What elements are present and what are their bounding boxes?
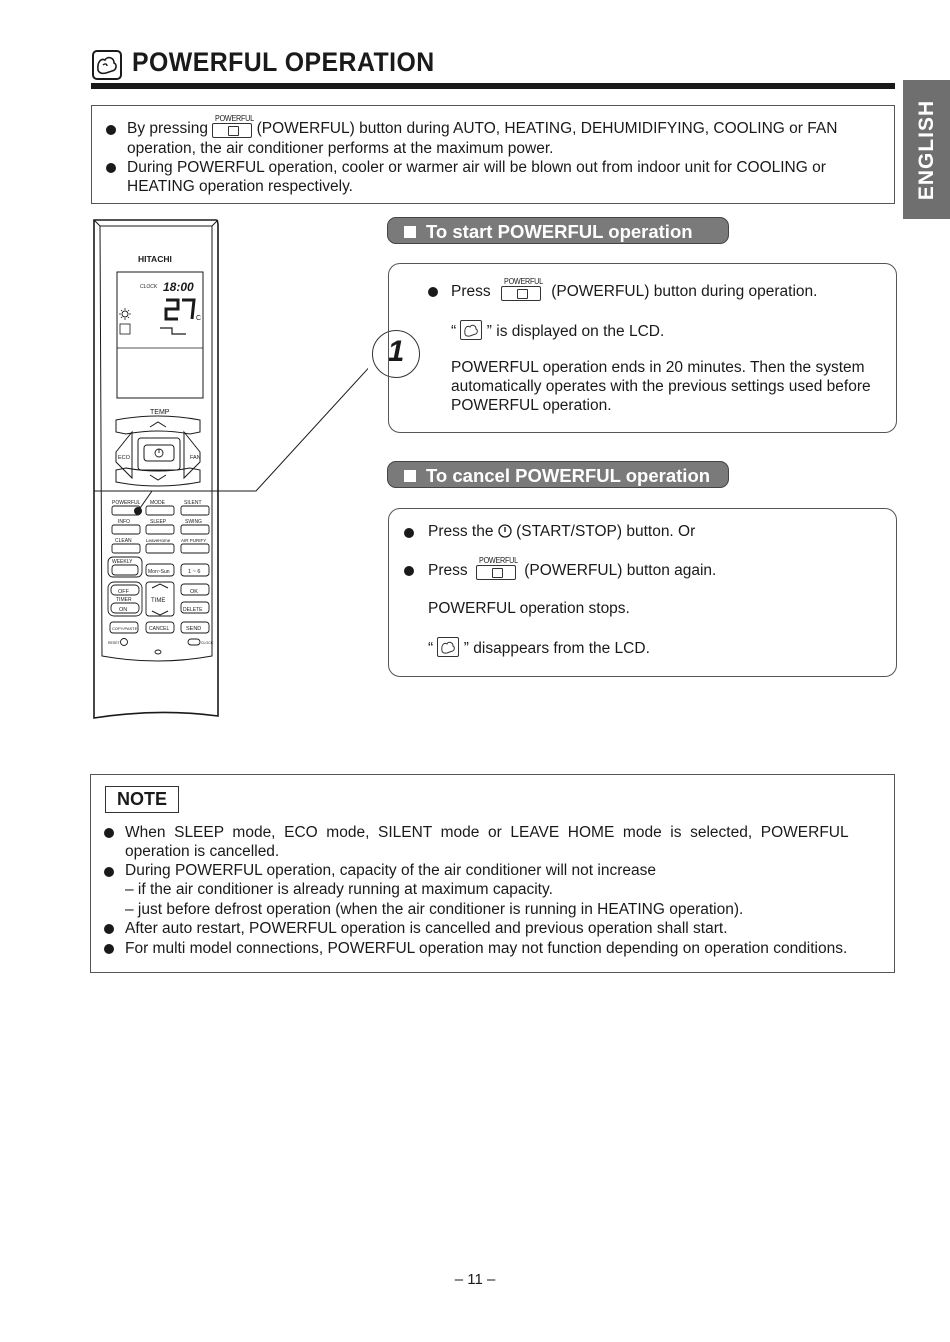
quote-open: “ xyxy=(451,323,457,340)
powerful-lcd-icon xyxy=(460,320,482,340)
bullet-dot xyxy=(404,566,414,576)
bullet-dot xyxy=(106,125,116,135)
page-title: POWERFUL OPERATION xyxy=(132,47,435,77)
remote-label-delete: DELETE xyxy=(183,607,203,613)
cancel-section-heading xyxy=(387,461,729,488)
intro-bullet-2-line2: HEATING operation respectively. xyxy=(127,178,353,195)
note-bullet-1: When SLEEP mode, ECO mode, SILENT mode or LEAVE HOME mode is selected, POWERFUL xyxy=(125,824,849,841)
remote-label-mode: MODE xyxy=(150,500,165,506)
title-divider xyxy=(91,83,895,89)
start-heading-text: To start POWERFUL operation xyxy=(426,221,693,242)
bullet-dot xyxy=(404,528,414,538)
remote-label-airpurify: AIR PURIFY xyxy=(181,538,207,543)
cancel-line1 xyxy=(428,522,695,542)
language-tab xyxy=(903,80,950,219)
bullet-dot xyxy=(104,944,114,954)
remote-label-swing: SWING xyxy=(185,519,202,525)
remote-label-off: OFF xyxy=(118,589,129,595)
remote-label-clean: CLEAN xyxy=(115,538,132,544)
powerful-lcd-icon xyxy=(437,637,459,657)
note-bullet-2-sub1: – if the air conditioner is already running at maximum capacity. xyxy=(125,881,553,898)
button-caption: POWERFUL xyxy=(215,113,255,123)
step-number: 1 xyxy=(387,335,405,368)
cancel-line1-after: (START/STOP) button. Or xyxy=(516,523,696,540)
remote-label-time: TIME xyxy=(151,598,166,604)
note-bullet-2: During POWERFUL operation, capacity of the air conditioner will not increase xyxy=(125,862,656,879)
start-display-line xyxy=(451,320,664,342)
remote-label-sleep: SLEEP xyxy=(150,519,167,525)
remote-label-weekly: WEEKLY xyxy=(112,559,133,565)
note-label: NOTE xyxy=(105,786,179,813)
remote-label-copypaste: COPY/PASTE xyxy=(112,626,138,631)
intro-text: (POWERFUL) button during AUTO, HEATING, DEHUMIDIFYING, COOLING or FAN xyxy=(256,120,838,137)
cancel-press: Press xyxy=(428,562,468,579)
cancel-press-after: (POWERFUL) button again. xyxy=(524,562,717,579)
remote-control-illustration xyxy=(88,216,368,726)
remote-label-one-six: 1 ~ 6 xyxy=(188,569,201,575)
cancel-press-line xyxy=(428,555,717,581)
remote-eco-label: ECO xyxy=(118,455,130,461)
bullet-dot xyxy=(106,163,116,173)
remote-label-powerful: POWERFUL xyxy=(112,500,141,506)
start-press-line xyxy=(451,276,818,302)
remote-temp-unit: C xyxy=(196,315,202,322)
intro-text: By pressing xyxy=(127,120,208,137)
remote-label-reset: RESET xyxy=(108,641,120,645)
start-ends-line3: POWERFUL operation. xyxy=(451,397,612,414)
remote-clock-label: CLOCK xyxy=(140,284,158,290)
remote-label-timer: TIMER xyxy=(116,597,132,603)
start-display-after: ” is displayed on the LCD. xyxy=(486,323,665,340)
remote-fan-label: FAN xyxy=(190,455,201,461)
powerful-button-glyph xyxy=(501,276,543,300)
cancel-heading-text: To cancel POWERFUL operation xyxy=(426,465,711,486)
remote-brand: HITACHI xyxy=(138,254,172,264)
remote-label-send: SEND xyxy=(186,626,202,632)
bullet-dot xyxy=(104,828,114,838)
intro-bullet-2: During POWERFUL operation, cooler or warmer air will be blown out from indoor unit for COOLING or xyxy=(127,159,826,176)
cancel-disappear-line xyxy=(428,637,650,659)
start-press-after: (POWERFUL) button during operation. xyxy=(551,283,818,300)
button-caption: POWERFUL xyxy=(503,276,543,286)
note-bullet-2-sub2: – just before defrost operation (when the air conditioner is running in HEATING operation). xyxy=(125,901,744,918)
note-bullet-4: For multi model connections, POWERFUL operation may not function depending on operation conditions. xyxy=(125,940,848,957)
remote-label-monsun: Mon~Sun xyxy=(148,569,170,575)
remote-label-info: INFO xyxy=(118,519,130,525)
remote-label-on: ON xyxy=(119,607,128,613)
note-bullet-3: After auto restart, POWERFUL operation is cancelled and previous operation shall start. xyxy=(125,920,728,937)
start-section-heading xyxy=(387,217,729,244)
cancel-disappear-after: ” disappears from the LCD. xyxy=(463,640,650,657)
intro-bullet-1-line2: operation, the air conditioner performs at the maximum power. xyxy=(127,140,554,157)
bullet-dot xyxy=(104,867,114,877)
remote-clock-time: 18:00 xyxy=(163,280,194,294)
remote-label-cancel: CANCEL xyxy=(149,626,170,632)
remote-label-silent: SILENT xyxy=(184,500,202,506)
page-number: – 11 – xyxy=(454,1271,496,1288)
quote-open: “ xyxy=(428,640,434,657)
bullet-dot xyxy=(104,924,114,934)
power-icon xyxy=(498,524,512,538)
bullet-dot xyxy=(428,287,438,297)
start-ends-line2: automatically operates with the previous settings used before xyxy=(451,378,871,395)
language-tab-label: ENGLISH xyxy=(914,99,938,200)
start-press: Press xyxy=(451,283,491,300)
powerful-button-glyph xyxy=(212,113,255,137)
remote-label-leavehome: LeaveHome xyxy=(146,538,171,543)
intro-bullet-1 xyxy=(127,113,877,139)
remote-temp-label: TEMP xyxy=(150,409,170,416)
remote-label-ok: OK xyxy=(190,589,198,595)
remote-label-clock: CLOCK xyxy=(201,641,214,645)
powerful-icon xyxy=(92,50,122,80)
note-bullet-1-line2: operation is cancelled. xyxy=(125,843,280,860)
powerful-button-glyph xyxy=(476,555,518,579)
cancel-stops: POWERFUL operation stops. xyxy=(428,600,630,617)
start-ends-line1: POWERFUL operation ends in 20 minutes. Then the system xyxy=(451,359,865,376)
button-caption: POWERFUL xyxy=(478,555,518,565)
cancel-line1-before: Press the xyxy=(428,523,494,540)
